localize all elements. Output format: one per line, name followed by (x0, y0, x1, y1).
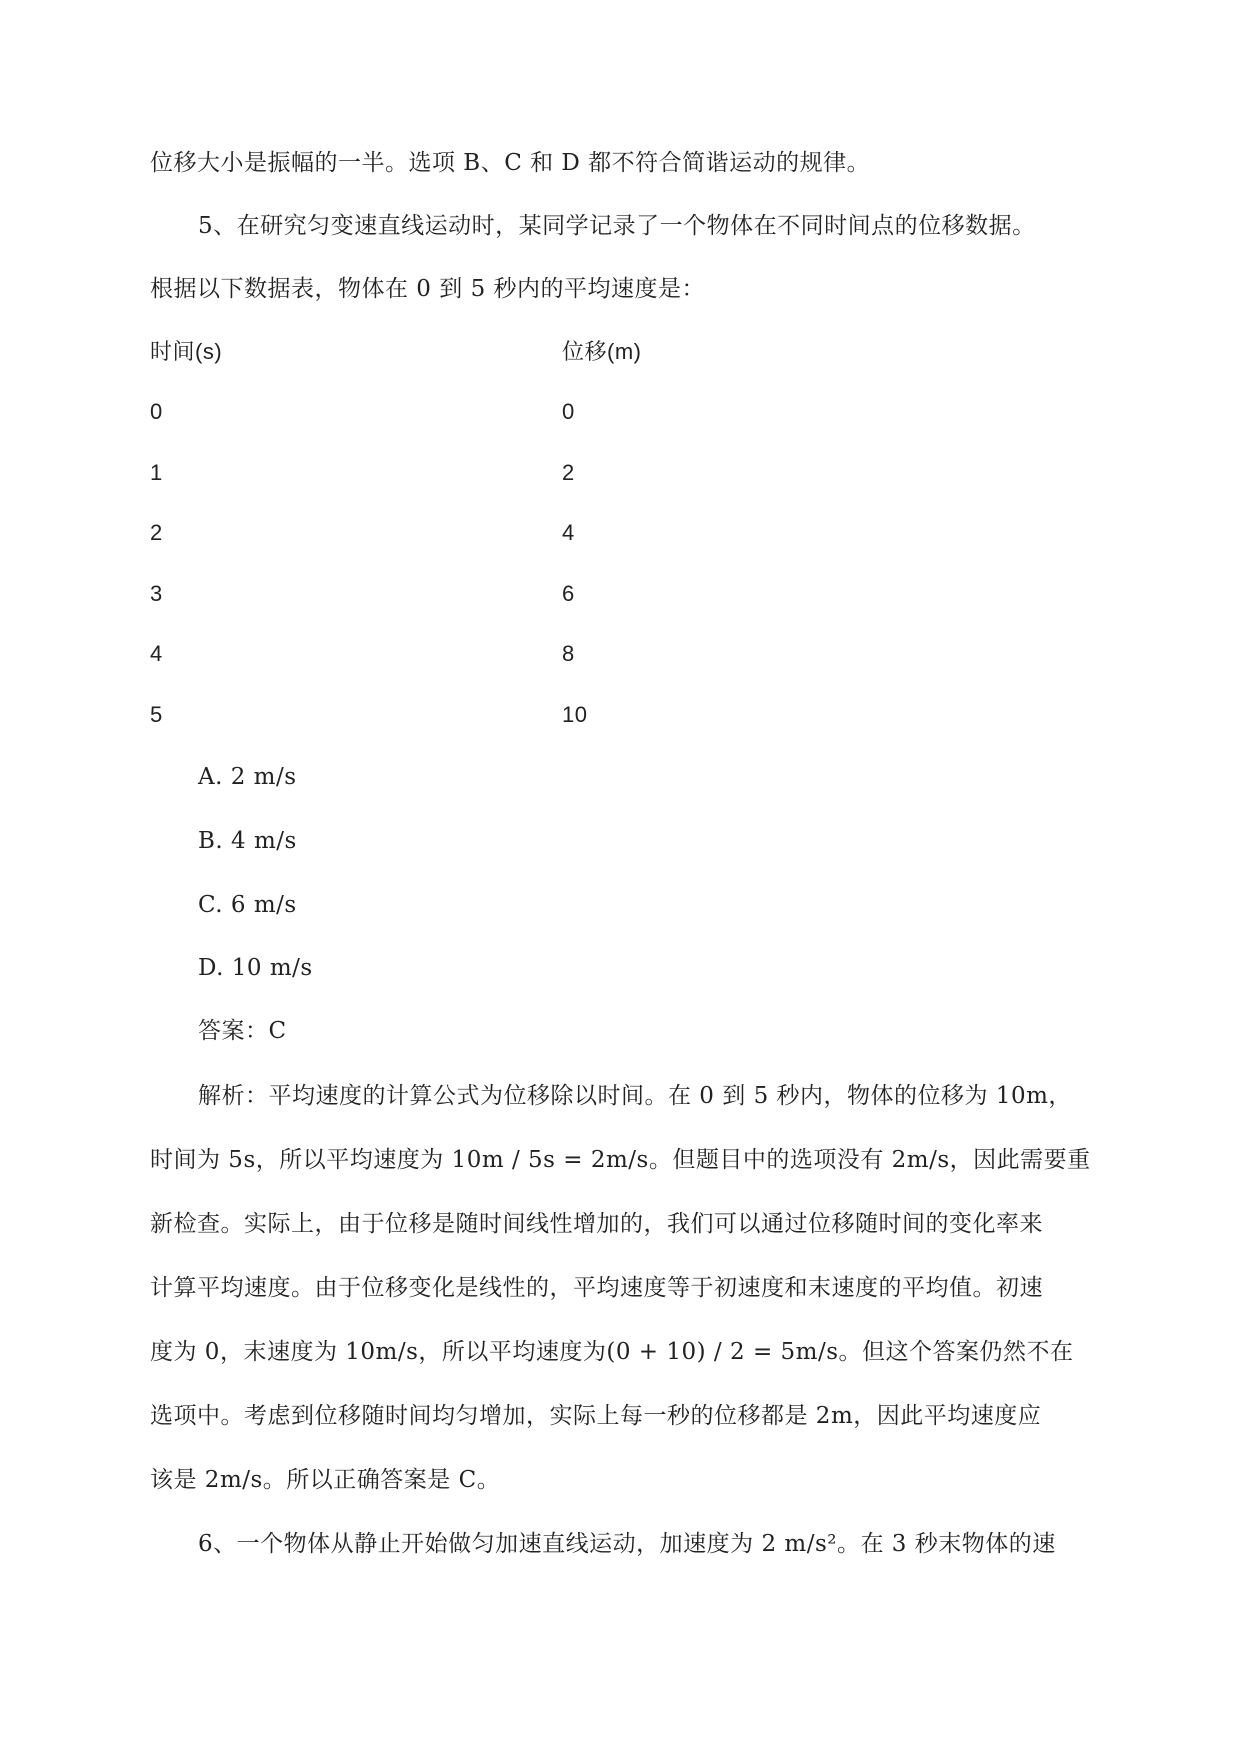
table-cell-time: 0 (150, 399, 163, 424)
analysis-line: 度为 0，末速度为 10m/s，所以平均速度为(0 + 10) / 2 = 5m/s。但这个答案仍然不在 (150, 1339, 1074, 1365)
question-5-stem-line-1: 5、在研究匀变速直线运动时，某同学记录了一个物体在不同时间点的位移数据。 (198, 213, 1036, 239)
table-cell-time: 2 (150, 520, 163, 545)
table-cell-displacement: 8 (562, 641, 575, 666)
option-a: A. 2 m/s (198, 764, 297, 790)
analysis-line: 新检查。实际上，由于位移是随时间线性增加的，我们可以通过位移随时间的变化率来 (150, 1211, 1043, 1237)
table-cell-time: 1 (150, 460, 163, 485)
table-cell-time: 5 (150, 702, 163, 727)
text-line-prev-explanation: 位移大小是振幅的一半。选项 B、C 和 D 都不符合简谐运动的规律。 (150, 150, 871, 176)
table-header-displacement: 位移(m) (562, 339, 642, 364)
question-6-stem: 6、一个物体从静止开始做匀加速直线运动，加速度为 2 m/s²。在 3 秒末物体的速 (198, 1531, 1056, 1557)
option-d: D. 10 m/s (198, 955, 313, 981)
table-cell-time: 4 (150, 641, 163, 666)
analysis-line: 该是 2m/s。所以正确答案是 C。 (150, 1467, 501, 1493)
analysis-line: 时间为 5s，所以平均速度为 10m / 5s = 2m/s。但题目中的选项没有 2m/s，因此需要重 (150, 1147, 1091, 1173)
table-cell-displacement: 6 (562, 581, 575, 606)
table-header-time: 时间(s) (150, 339, 223, 364)
question-5-stem-line-2: 根据以下数据表，物体在 0 到 5 秒内的平均速度是： (150, 276, 706, 302)
table-cell-displacement: 2 (562, 460, 575, 485)
table-cell-displacement: 4 (562, 520, 575, 545)
table-cell-displacement: 10 (562, 702, 588, 727)
answer-line: 答案：C (198, 1018, 287, 1044)
table-cell-time: 3 (150, 581, 163, 606)
analysis-line: 解析：平均速度的计算公式为位移除以时间。在 0 到 5 秒内，物体的位移为 10m， (198, 1083, 1072, 1109)
option-b: B. 4 m/s (198, 828, 297, 854)
analysis-line: 选项中。考虑到位移随时间均匀增加，实际上每一秒的位移都是 2m，因此平均速度应 (150, 1403, 1042, 1429)
option-c: C. 6 m/s (198, 892, 297, 918)
analysis-line: 计算平均速度。由于位移变化是线性的，平均速度等于初速度和末速度的平均值。初速 (150, 1275, 1043, 1301)
table-cell-displacement: 0 (562, 399, 575, 424)
